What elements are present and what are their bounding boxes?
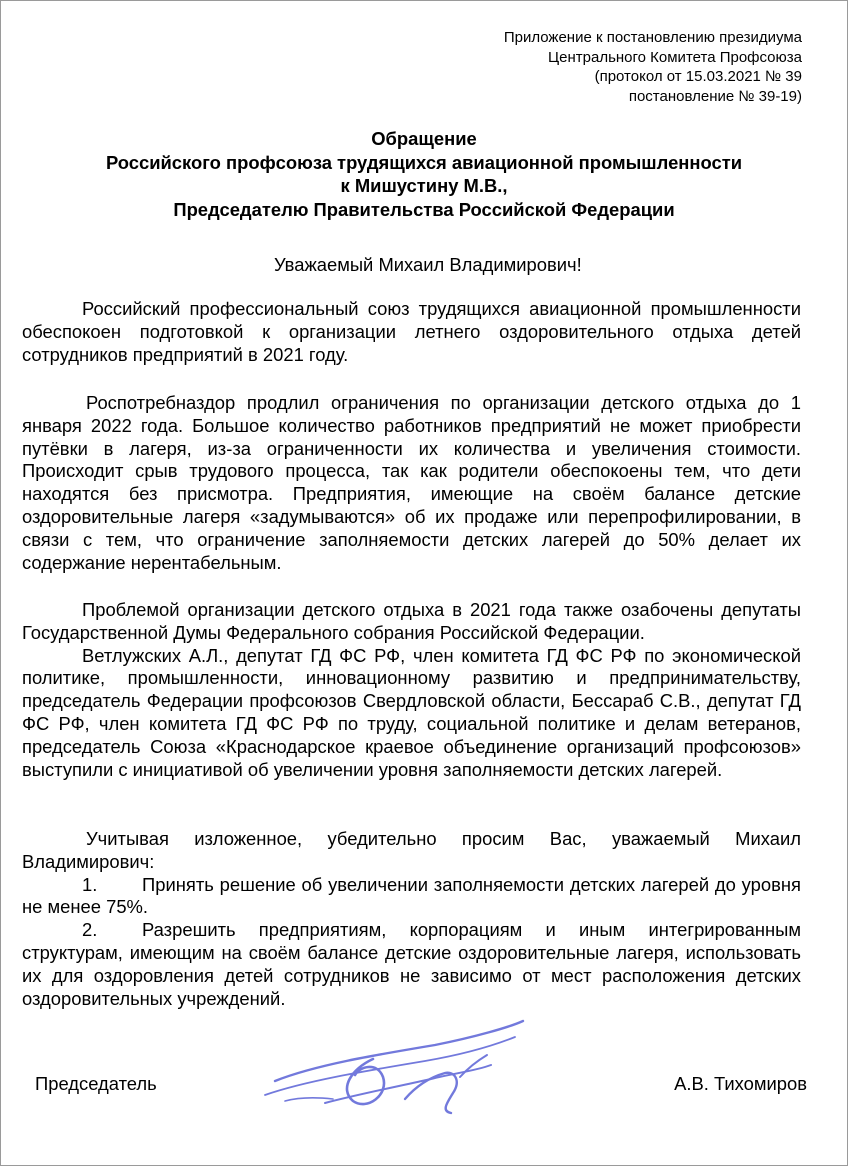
greeting: Уважаемый Михаил Владимирович! xyxy=(274,254,582,275)
signatory-position: Председатель xyxy=(35,1073,157,1094)
request-item-2 xyxy=(22,919,801,1010)
header-note-line: Центрального Комитета Профсоюза xyxy=(548,48,802,66)
handwritten-signature xyxy=(255,1015,535,1125)
request-text: Разрешить предприятиям, корпорациям и иным интегрированным структурам, имеющим на своём балансе детские оздоровительные лагеря, использовать их для оздоровления детей сотрудников не зависимо от мест расположения детских оздоровительных учреждений. xyxy=(22,919,801,1009)
paragraph-deputies xyxy=(22,599,801,781)
header-note-line: постановление № 39-19) xyxy=(628,87,802,105)
paragraph-concern xyxy=(22,298,801,366)
paragraph-text: Ветлужских А.Л., депутат ГД ФС РФ, член комитета ГД ФС РФ по экономической политике, промышленности, инновационному развитию и предпринимательству, председатель Федерации профсоюзов Свердловской области, Бессараб С.В., депутат ГД ФС РФ, член комитета ГД ФС РФ по труду, социальной политике и делам ветеранов, председатель Союза «Краснодарское краевое объединение организаций профсоюзов» выступили с инициативой об увеличении уровня заполняемости детских лагерей. xyxy=(22,644,801,780)
title-line: Российского профсоюза трудящихся авиационной промышленности xyxy=(105,151,743,173)
title-line: Обращение xyxy=(371,128,477,149)
request-text: Принять решение об увеличении заполняемости детских лагерей до уровня не менее 75%. xyxy=(22,873,801,918)
paragraph-text: Российский профессиональный союз трудящихся авиационной промышленности обеспокоен подготовкой к организации летнего оздоровительного отдыха детей сотрудников предприятий в 2021 году. xyxy=(22,298,801,365)
signatory-name: А.В. Тихомиров xyxy=(674,1073,807,1094)
request-number: 2. xyxy=(82,919,98,941)
request-item-1 xyxy=(22,874,801,920)
paragraph-text: Учитывая изложенное, убедительно просим Вас, уважаемый Михаил Владимирович: xyxy=(22,828,801,872)
header-note-line: Приложение к постановлению президиума xyxy=(503,29,802,46)
request-number: 1. xyxy=(82,873,98,895)
paragraph-text: Роспотребназдор продлил ограничения по организации детского отдыха до 1 января 2022 года. Большое количество работников предприятий не может приобрести путёвки в лагеря, из-за ограниченности их количества и увеличения стоимости. Происходит срыв трудового процесса, так как родители обеспокоены тем, что дети находятся без присмотра. Предприятия, имеющие на своём балансе детские оздоровительные лагеря «задумываются» об их продаже или перепрофилировании, в связи с тем, что ограничение заполняемости детских лагерей до 50% делает их содержание нерентабельным. xyxy=(22,392,801,573)
header-note xyxy=(504,28,802,106)
requests-section xyxy=(22,828,801,1010)
title-line: Председателю Правительства Российской Федерации xyxy=(173,198,675,220)
title-line: к Мишустину М.В., xyxy=(340,175,508,196)
paragraph-rospotrebnadzor xyxy=(22,392,801,574)
paragraph-text: Проблемой организации детского отдыха в 2021 года также озабочены депутаты Государственной Думы Федерального собрания Российской Федерации. xyxy=(22,599,801,643)
document-title xyxy=(0,127,848,221)
header-note-line: (протокол от 15.03.2021 № 39 xyxy=(594,68,802,85)
